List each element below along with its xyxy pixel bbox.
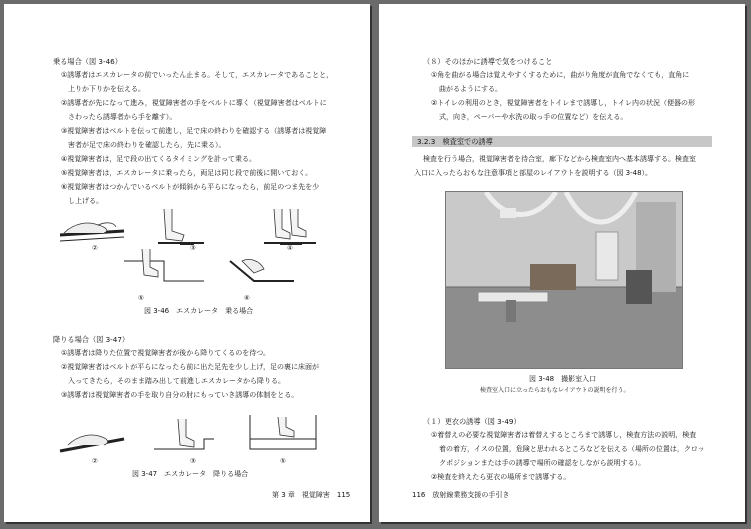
fig46-label: ③ — [190, 244, 196, 252]
hand-flat-belt-drawing — [230, 259, 294, 281]
page-footer: 第 3 章 視覚障害 115 — [272, 491, 351, 499]
fig46-label: ④ — [287, 244, 293, 252]
fig46-label: ⑤ — [138, 294, 144, 302]
care-item: 式，向き，ペーパーや水洗の取っ手の位置など）を伝える。 — [439, 113, 628, 121]
ride-item: 害者が足で床の終わりを確認したら，先に乗る）。 — [68, 141, 226, 149]
fig47-label: ③ — [190, 457, 196, 465]
descend-item: ③誘導者は視覚障害者の手を取り自分の肘にもっていき誘導の体制をとる。 — [61, 391, 299, 399]
ride-item: ④視覚障害者は，足で段の出てくるタイミングを計って乗る。 — [61, 155, 256, 163]
ride-item: ⑥視覚障害者はつかんでいるベルトが傾斜から平らになったら，前足のつま先を少 — [61, 183, 320, 191]
ride-heading: 乗る場合（図 3-46） — [53, 57, 122, 66]
section-paragraph: 検査を行う場合，視覚障害者を待合室，廊下などから検査室内へ基本誘導する。検査室 — [423, 155, 696, 163]
ride-item: さわったら誘導者から手を離す）。 — [68, 113, 177, 121]
changing-item: 着の着方，イスの位置，危険と思われるところなどを伝える（場所の位置は，クロッ — [439, 445, 705, 453]
changing-item: クポジションまたは手の誘導で場所の確認をしながら説明する）。 — [439, 459, 646, 467]
foot-edge-drawing — [158, 209, 204, 245]
fig46-label: ⑥ — [244, 294, 250, 302]
feet-step-drawing — [264, 209, 316, 245]
fig47-caption: 図 3-47 エスカレータ 降りる場合 — [132, 470, 249, 478]
feet-descend-drawing — [154, 419, 214, 449]
hand-on-belt-drawing — [60, 223, 124, 241]
page-footer: 116 放射線業務支援の手引き — [412, 491, 510, 499]
changing-item: ②検査を終えたら更衣の場所まで誘導する。 — [431, 473, 571, 481]
fig48-caption: 図 3-48 撮影室入口 — [529, 375, 597, 383]
changing-heading: （１）更衣の誘導（図 3-49） — [423, 417, 521, 426]
section-title: 3.2.3 検査室での誘導 — [417, 137, 493, 146]
left-page — [4, 4, 370, 522]
ride-item: ⑤視覚障害者は，エスカレータに乗ったら，両足は同じ段で前後に開いておく。 — [61, 169, 313, 177]
fig47-label: ② — [92, 457, 98, 465]
descend-item: ①誘導者は降りた位置で視覚障害者が後から降りてくるのを待つ。 — [61, 349, 270, 357]
fig47-label: ⑤ — [280, 457, 286, 465]
ride-item: ③視覚障害者はベルトを伝って前進し，足で床の終わりを確認する（誘導者は視覚障 — [61, 127, 327, 135]
ride-item: 上りか下りかを伝える。 — [68, 85, 145, 93]
fig46-caption: 図 3-46 エスカレータ 乗る場合 — [144, 307, 254, 315]
exam-room-photo — [445, 191, 683, 369]
descend-item: ②視覚障害者はベルトが平らになったら前に出た足先を少し上げ，足の裏に床面が — [61, 363, 319, 371]
descend-item: 入ってきたら，そのまま踏み出して前進しエスカレータから降りる。 — [68, 377, 285, 385]
ride-item: ①誘導者はエスカレータの前でいったん止まる。そして，エスカレータであることと， — [61, 71, 334, 79]
changing-item: ①着替えの必要な視覚障害者は着替えするところまで誘導し，検査方法の説明，検査 — [431, 431, 697, 439]
hand-descend-drawing — [60, 435, 124, 451]
care-item: 曲がるようにする。 — [439, 85, 502, 93]
feet-on-step-drawing — [124, 249, 204, 281]
care-item: ①角を曲がる場合は覚えやすくするために，曲がり角度が直角でなくても，直角に — [431, 71, 690, 79]
section-paragraph: 入口に入ったらおもな注意事項と部屋のレイアウトを説明する（図 3-48）。 — [414, 169, 653, 177]
feet-exit-drawing — [250, 415, 316, 449]
fig46-label: ② — [92, 244, 98, 252]
fig47-illustration — [54, 409, 324, 459]
care-heading: （８）そのほかに誘導で気をつけること — [423, 57, 553, 66]
fig48-subcaption: 検査室入口に立ったらおもなレイアウトの説明を行う。 — [480, 387, 630, 394]
right-page — [379, 4, 745, 522]
ride-item: し上げる。 — [68, 197, 103, 205]
care-item: ②トイレの利用のとき，視覚障害者をトイレまで誘導し，トイレ内の状況（便器の形 — [431, 99, 695, 107]
ride-item: ②誘導者が先になって進み，視覚障害者の手をベルトに導く（視覚障害者はベルトに — [61, 99, 327, 107]
descend-heading: 降りる場合（図 3-47） — [53, 335, 130, 344]
